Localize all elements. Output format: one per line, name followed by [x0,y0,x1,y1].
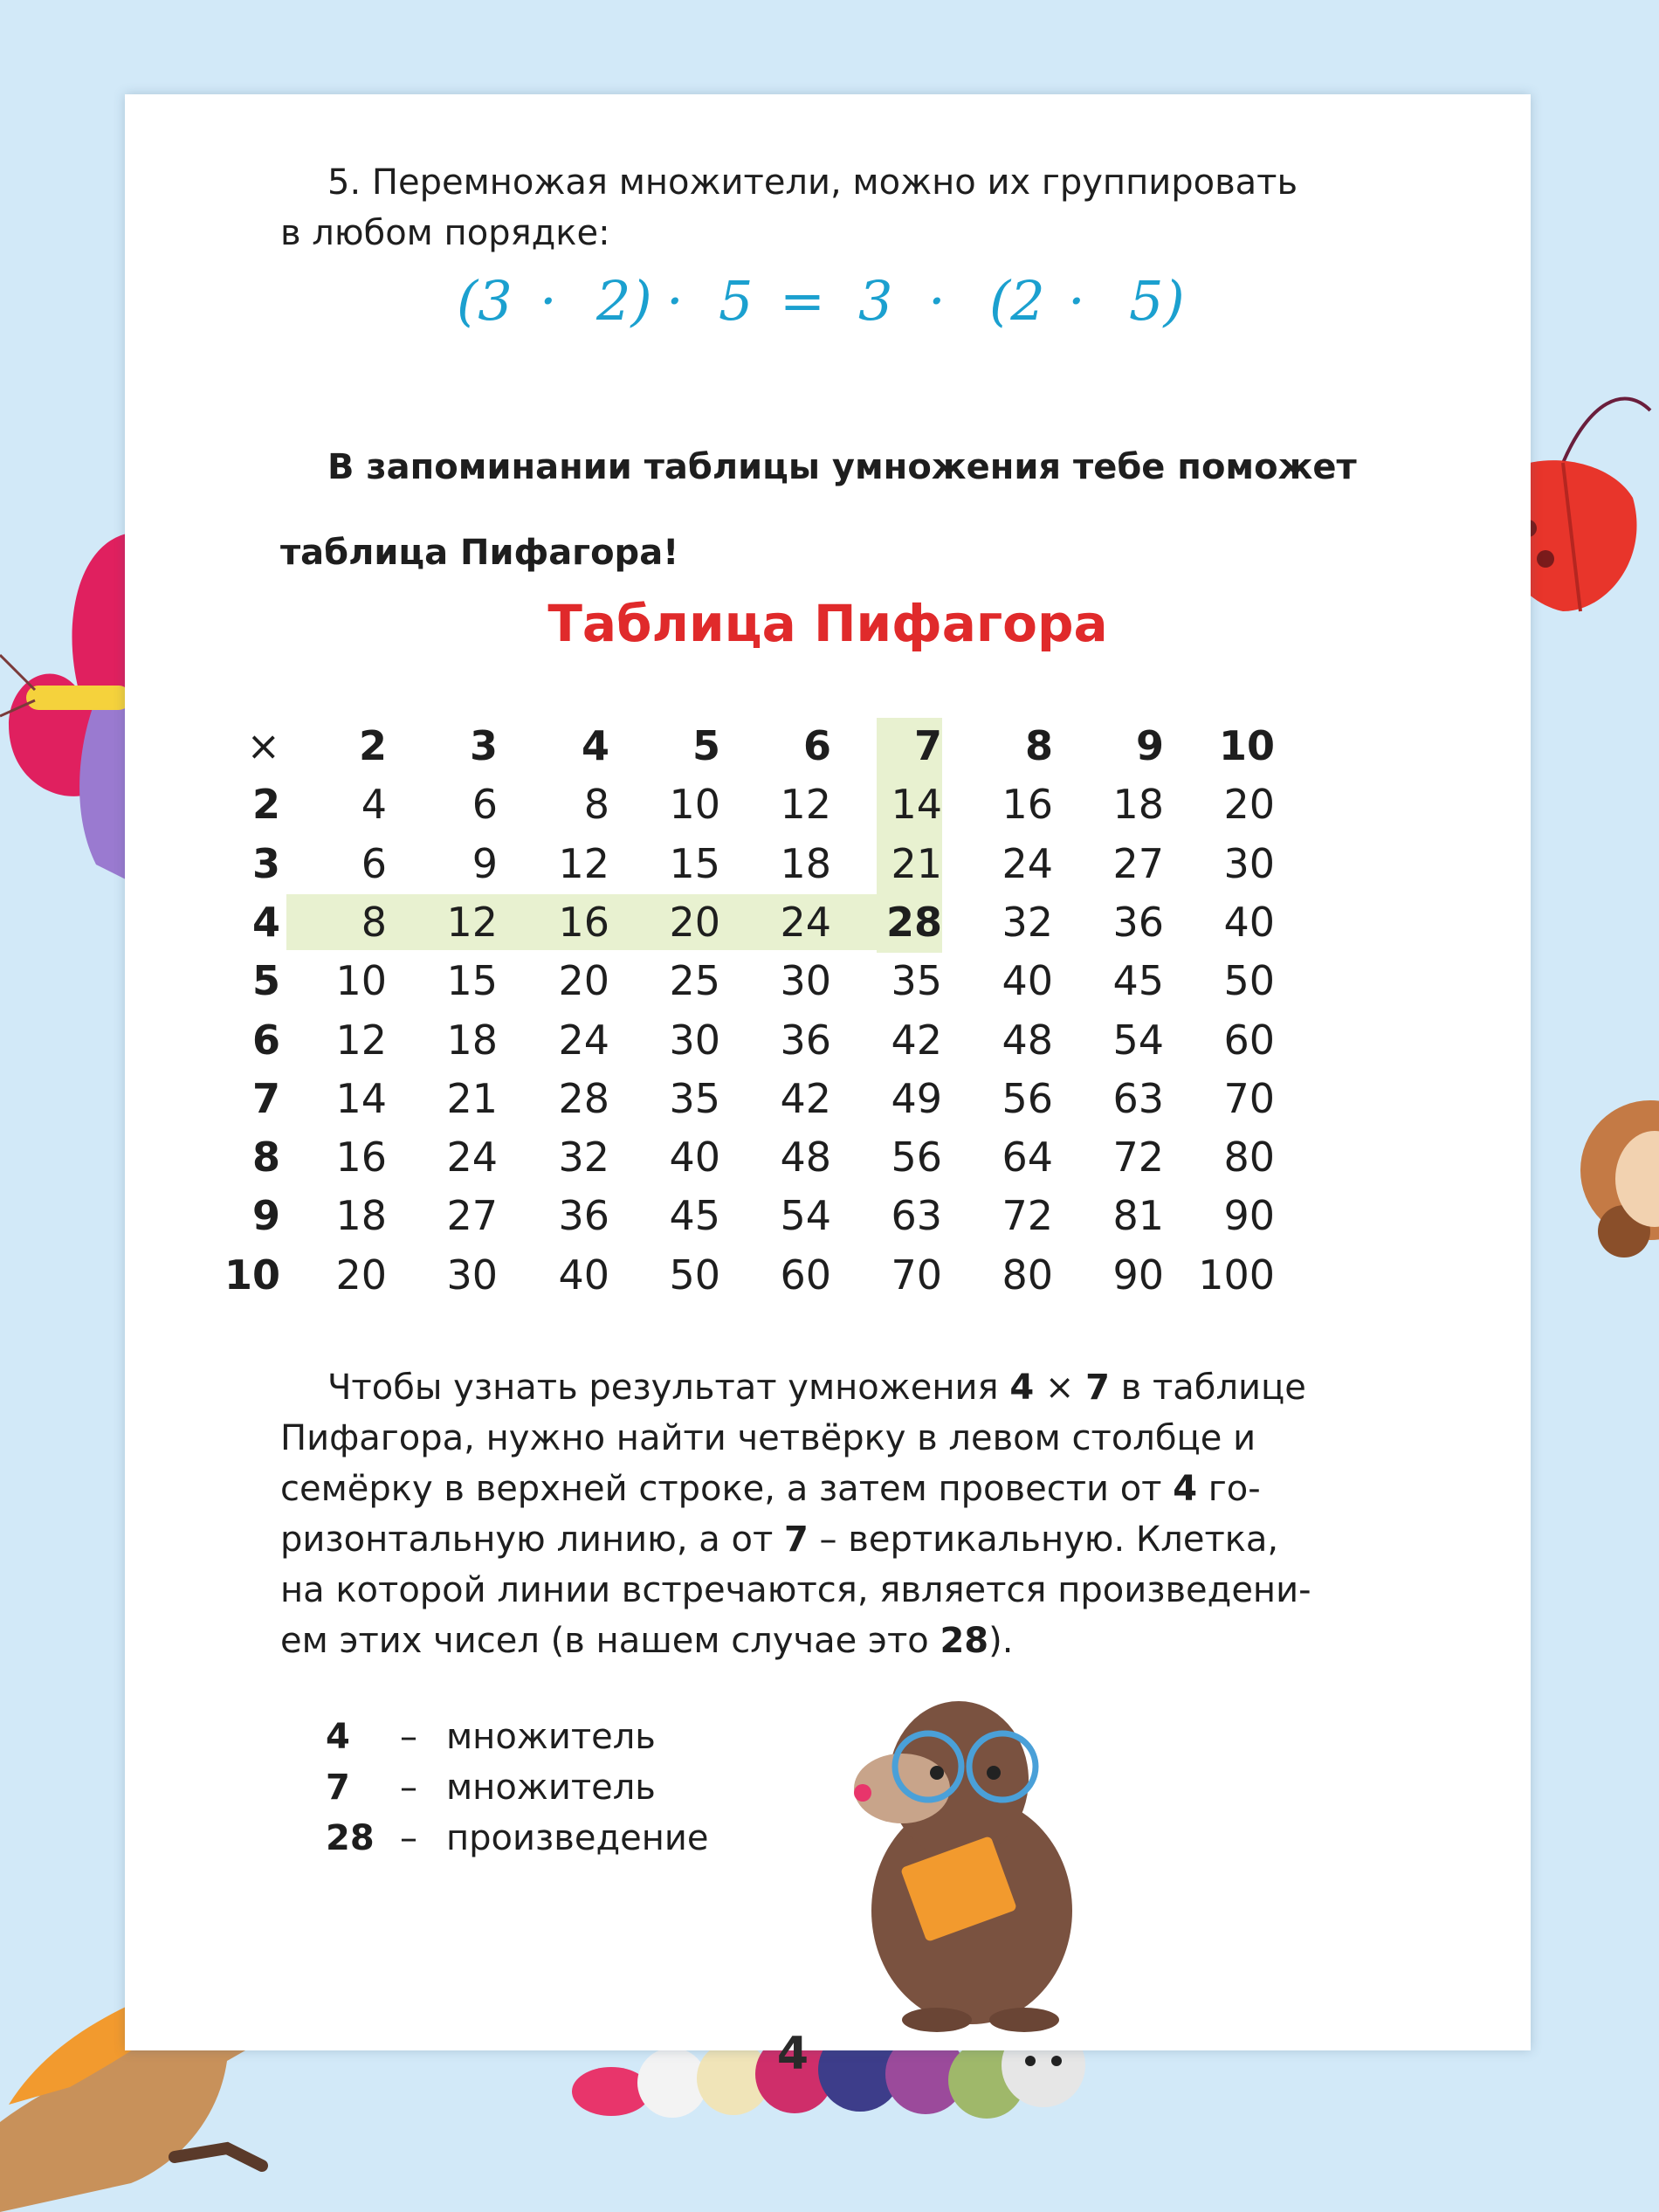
table-row-label: 7 [251,1074,280,1122]
table-cell: 30 [780,957,831,1005]
table-cell: 8 [361,898,387,946]
table-cell: 36 [558,1192,609,1240]
formula-token: (3 [457,269,513,333]
table-cell: 40 [558,1251,609,1299]
table-cell: 63 [1112,1074,1164,1122]
table-row-label: 5 [251,957,280,1005]
table-cell: 48 [1002,1016,1053,1064]
hint-line: В запоминании таблицы умножения тебе поможет [327,447,1357,487]
rule-line: в любом порядке: [280,213,610,253]
table-header-cell: 5 [692,722,720,769]
table-cell: 81 [1112,1192,1164,1240]
table-cell: 8 [583,781,609,829]
table-cell: 6 [361,839,387,887]
explanation-line: ризонтальную линию, а от 7 – вертикальную. Клетка, [280,1519,1279,1560]
table-cell: 36 [1112,898,1164,946]
table-cell: 18 [1112,781,1164,829]
table-cell: 12 [446,898,498,946]
formula-token: (2 [989,269,1045,333]
table-cell: 80 [1002,1251,1053,1299]
table-cell: 27 [446,1192,498,1240]
table-cell: 15 [446,957,498,1005]
table-cell: 42 [891,1016,942,1064]
formula-token: · [666,269,684,333]
table-cell: 36 [780,1016,831,1064]
table-cell: 18 [335,1192,387,1240]
table-row-label: 8 [251,1134,280,1182]
table-cell: 60 [1223,1016,1275,1064]
table-cell: 70 [891,1251,942,1299]
table-cell: 6 [472,781,498,829]
table-cell: 35 [891,957,942,1005]
table-header-cell: 6 [802,722,831,769]
table-cell: 24 [1002,839,1053,887]
table-cell: 45 [669,1192,720,1240]
table-cell: 24 [780,898,831,946]
formula-token: · [540,269,557,333]
table-cell: 24 [446,1134,498,1182]
table-cell: 100 [1198,1251,1275,1299]
table-cell: 30 [1223,839,1275,887]
table-cell: 20 [558,957,609,1005]
table-cell: 50 [1223,957,1275,1005]
table-cell: 18 [780,839,831,887]
table-cell: 10 [669,781,720,829]
explanation-line: ем этих чисел (в нашем случае это 28). [280,1621,1014,1661]
monkey-illustration [1572,1065,1659,1310]
table-cell: 48 [780,1134,831,1182]
table-cell: 24 [558,1016,609,1064]
hint-text [280,407,1361,613]
formula [457,269,1330,365]
table-row-label: 9 [251,1192,280,1240]
table-row-label: 3 [251,839,280,887]
table-cell: 90 [1223,1192,1275,1240]
table-cell: 14 [891,781,942,829]
table-cell: 32 [558,1134,609,1182]
explanation-line: семёрку в верхней строке, а затем провести от 4 го- [280,1469,1261,1509]
table-cell: 10 [335,957,387,1005]
table-cell: 40 [1223,898,1275,946]
table-cell: 60 [780,1251,831,1299]
table-cell: 42 [780,1074,831,1122]
rule-text [280,157,1361,258]
table-cell: 90 [1112,1251,1164,1299]
table-cell: 64 [1002,1134,1053,1182]
table-cell: 56 [891,1134,942,1182]
table-cell: 21 [891,839,942,887]
formula-token: 5 [719,269,754,333]
table-corner: × [246,722,280,769]
table-header-cell: 7 [913,722,942,769]
table-cell: 35 [669,1074,720,1122]
table-cell: 50 [669,1251,720,1299]
table-cell: 12 [335,1016,387,1064]
table-cell: 18 [446,1016,498,1064]
table-cell: 20 [669,898,720,946]
hint-line: таблица Пифагора! [280,533,679,573]
formula-token: = [780,269,825,333]
table-title: Таблица Пифагора [547,594,1108,653]
table-header-cell: 2 [358,722,387,769]
page: 5. Перемножая множители, можно их группировать в любом порядке: (3 · 2) · 5 = 3 · (2 · 5) В запоминании таблицы умножения тебе поможет таблица Пифагора! Таблица Пифагора × 2 3 4 5 6 7 8 9 10 2 4 6 8 10 12 14 16 18 20 3 6 9 12 15 18 21 24 27 30 4 8 12 16 20 24 28 32 36 40 5 10 15 20 25 30 35 40 45 50 6 12 18 24 30 36 42 48 54 60 7 14 21 28 35 42 49 56 63 70 8 16 24 32 40 48 56 64 72 80 9 18 27 36 45 54 63 72 81 90 10 20 30 40 50 60 70 80 90 100 Чтобы узнать результат умножения 4 × 7 в таблице Пифагора, нужно найти четвёрку в левом столбце и семёрку в верхней строке, а затем провести от 4 го- ризонтальную линию, а от 7 – вертикальную. Клетка, на которой линии встречаются, является произведени- ем этих чисел (в нашем случае это 28). 4 – множитель 7 – множитель 28 – произведение [125,94,1531,2050]
formula-token: 5) [1129,269,1185,333]
table-cell: 15 [669,839,720,887]
mole-illustration [806,1675,1146,2042]
rule-line: 5. Перемножая множители, можно их группировать [327,162,1298,203]
table-cell: 30 [446,1251,498,1299]
table-row-label: 6 [251,1016,280,1064]
formula-token: 3 [858,269,893,333]
table-cell: 16 [558,898,609,946]
table-cell: 16 [1002,781,1053,829]
formula-token: · [1068,269,1085,333]
table-cell: 20 [335,1251,387,1299]
table-cell: 12 [780,781,831,829]
table-cell: 14 [335,1074,387,1122]
table-header-cell: 4 [581,722,609,769]
table-cell: 25 [669,957,720,1005]
table-cell: 72 [1112,1134,1164,1182]
table-cell: 9 [472,839,498,887]
page-number: 4 [776,2028,809,2080]
explanation-line: Пифагора, нужно найти четвёрку в левом столбце и [280,1418,1256,1458]
explanation-line: на которой линии встречаются, является произведени- [280,1570,1311,1610]
table-cell: 20 [1223,781,1275,829]
explanation-text [280,1362,1361,1666]
table-row-label: 2 [251,781,280,829]
table-cell: 16 [335,1134,387,1182]
table-cell: 72 [1002,1192,1053,1240]
table-header-cell: 3 [469,722,498,769]
table-header-cell: 8 [1024,722,1053,769]
formula-token: 2) [596,269,652,333]
table-cell: 70 [1223,1074,1275,1122]
table-cell: 56 [1002,1074,1053,1122]
table-cell: 40 [669,1134,720,1182]
table-cell: 12 [558,839,609,887]
table-cell: 32 [1002,898,1053,946]
table-cell: 45 [1112,957,1164,1005]
table-cell: 54 [1112,1016,1164,1064]
table-cell: 49 [891,1074,942,1122]
table-cell: 28 [885,898,942,946]
table-cell: 4 [361,781,387,829]
table-cell: 30 [669,1016,720,1064]
table-cell: 54 [780,1192,831,1240]
explanation-line: Чтобы узнать результат умножения 4 × 7 в таблице [327,1368,1306,1408]
table-cell: 63 [891,1192,942,1240]
table-row-label: 4 [251,898,280,946]
table-cell: 80 [1223,1134,1275,1182]
table-header-cell: 9 [1135,722,1164,769]
table-cell: 40 [1002,957,1053,1005]
table-cell: 27 [1112,839,1164,887]
table-row-label: 10 [224,1251,280,1299]
table-cell: 21 [446,1074,498,1122]
formula-token: · [928,269,946,333]
butterfly-illustration [0,515,131,899]
table-header-cell: 10 [1218,722,1275,769]
table-cell: 28 [558,1074,609,1122]
